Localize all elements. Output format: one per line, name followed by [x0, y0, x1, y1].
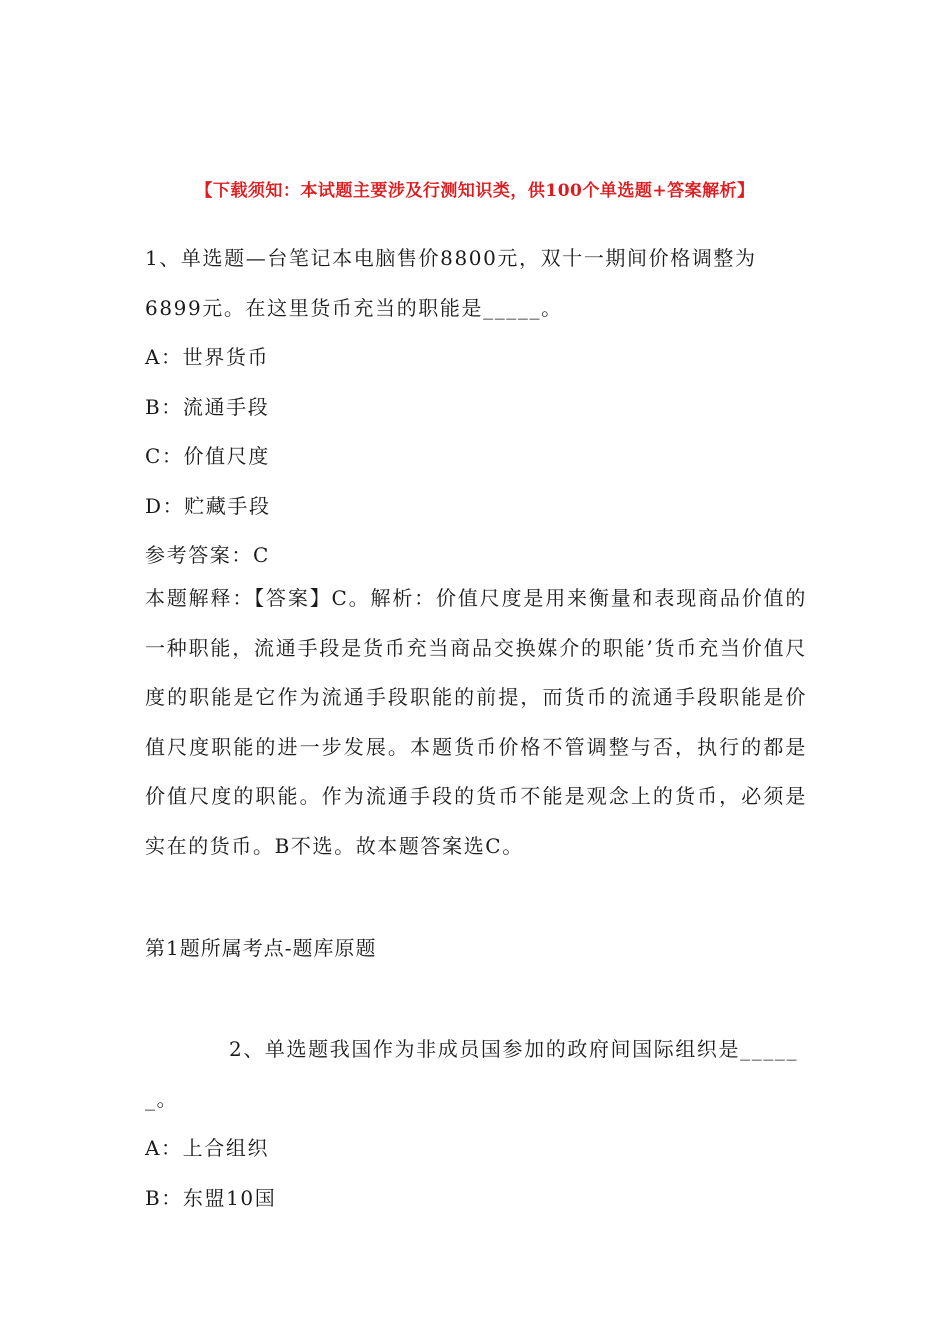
question-1-option-c: C：价值尺度: [145, 444, 270, 468]
question-1-explanation: 本题解释：【答案】C。解析：价值尺度是用来衡量和表现商品价值的一种职能，流通手段是货币充当商品交换媒介的职能’货币充当价值尺度的职能是它作为流通手段职能的前提，而货币的流通手段职能是价值尺度职能的进一步发展。本题货币价格不管调整与否，执行的都是价值尺度的职能。作为流通手段的货币不能是观念上的货币，必须是实在的货币。B不选。故本题答案选C。: [145, 586, 807, 858]
question-2-option-a: A：上合组织: [145, 1136, 270, 1160]
question-1-stem-line-1: 1、单选题—台笔记本电脑售价8800元，双十一期间价格调整为: [145, 246, 757, 270]
question-1-stem-line-2: 6899元。在这里货币充当的职能是_____。: [145, 295, 563, 320]
question-1-option-b: B：流通手段: [145, 394, 270, 419]
question-2: [145, 1025, 807, 1223]
question-2-stem: 2、单选题我国作为非成员国参加的政府间国际组织是______。: [145, 1037, 799, 1111]
download-notice: 【下载须知：本试题主要涉及行测知识类，供100个单选题+答案解析】: [195, 181, 755, 201]
question-1: [145, 234, 807, 581]
question-2-option-b: B：东盟10国: [145, 1185, 277, 1210]
question-1-answer: 参考答案：C: [145, 543, 270, 567]
question-1-source: 第1题所属考点-题库原题: [145, 936, 377, 960]
question-1-option-d: D：贮藏手段: [145, 493, 271, 518]
question-1-option-a: A：世界货币: [145, 345, 270, 369]
